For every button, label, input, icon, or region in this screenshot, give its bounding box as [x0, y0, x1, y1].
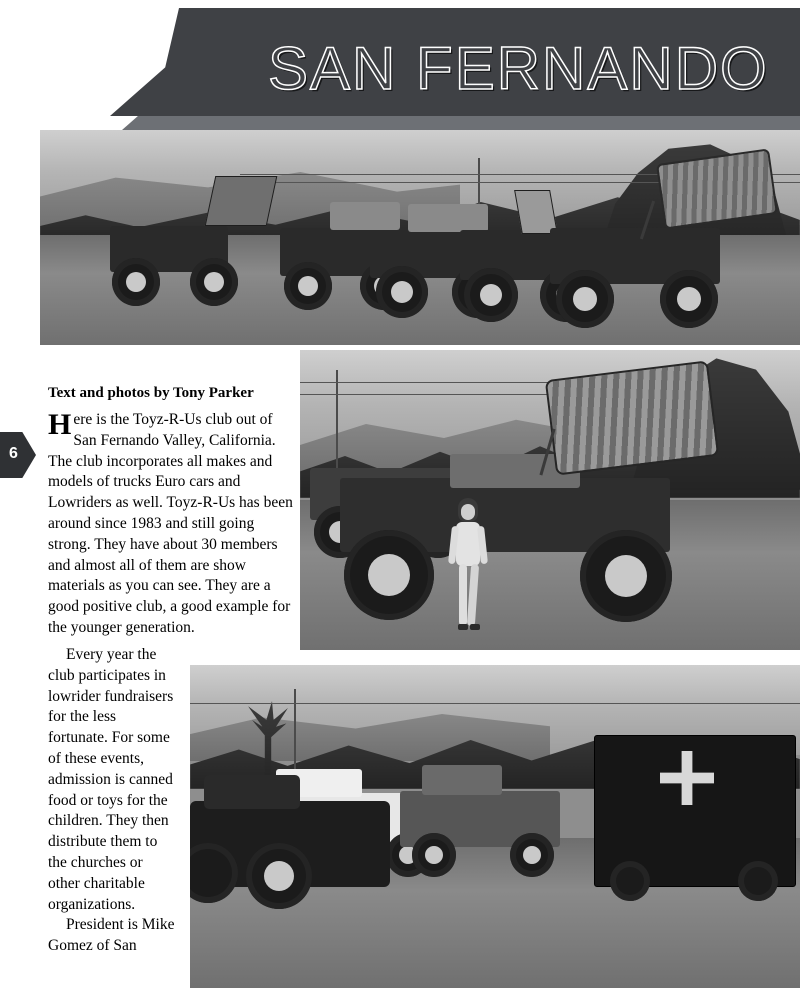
photo-truck-rim [573, 287, 597, 311]
article-paragraph-3: President is Mike Gomez of San [48, 916, 175, 955]
photo-main-truck-rim [368, 554, 410, 596]
photo-truck-rim [480, 284, 502, 306]
photo-grey-truck-cab [422, 765, 502, 795]
masthead [0, 0, 800, 148]
article-paragraph-2: Every year the club participates in lowrider fundraisers for the less fortunate. For some of these events, admission is canned food or toys for the children. They then distribute them to the churches or other charitable organizations. [48, 646, 174, 913]
article-dropcap: H [48, 408, 72, 441]
photo-truck-rim [126, 272, 146, 292]
photo-truck-rim [298, 276, 318, 296]
article-byline: Text and photos by Tony Parker [48, 385, 254, 401]
photo-truck-cage [330, 202, 400, 230]
photo-truck-cage [408, 204, 488, 232]
photo-power-line [190, 703, 800, 704]
photo-middle-truck-and-model [300, 350, 800, 650]
photo-truck-rim [391, 281, 413, 303]
photo-black-minitruck-cab [204, 775, 300, 809]
article-paragraph-1 [48, 410, 298, 639]
photo-camper-shell-raised [545, 360, 719, 475]
photo-utility-pole [336, 370, 338, 480]
article-column-narrow [48, 645, 178, 957]
page-number: 6 [9, 445, 18, 462]
photo-truck-wheel [738, 861, 778, 901]
page-number-tab [0, 432, 36, 478]
photo-truck-wheel [610, 861, 650, 901]
photo-bottom-truck-lineup [190, 665, 800, 988]
photo-truck-rim [264, 861, 294, 891]
photo-truck-rim [425, 846, 443, 864]
article-paragraph-1-text: ere is the Toyz-R-Us club out of San Fernando Valley, California. The club incorporates all makes and models of trucks Euro cars and Lowriders as well. Toyz-R-Us has been around since 1983 and still going strong. They have about 30 members and almost all of them are show materials as you can see. They are a good positive club, a good example for the younger generation. [48, 411, 293, 636]
photo-truck-hood [205, 176, 278, 226]
photo-top-truck-row [40, 130, 800, 345]
photo-truck-rim [204, 272, 224, 292]
photo-truck-rim [523, 846, 541, 864]
page-title: SAN FERNANDO [268, 35, 769, 102]
photo-main-truck-rim [605, 555, 647, 597]
photo-truck-rim [677, 287, 701, 311]
photo-model-figure [446, 498, 490, 638]
